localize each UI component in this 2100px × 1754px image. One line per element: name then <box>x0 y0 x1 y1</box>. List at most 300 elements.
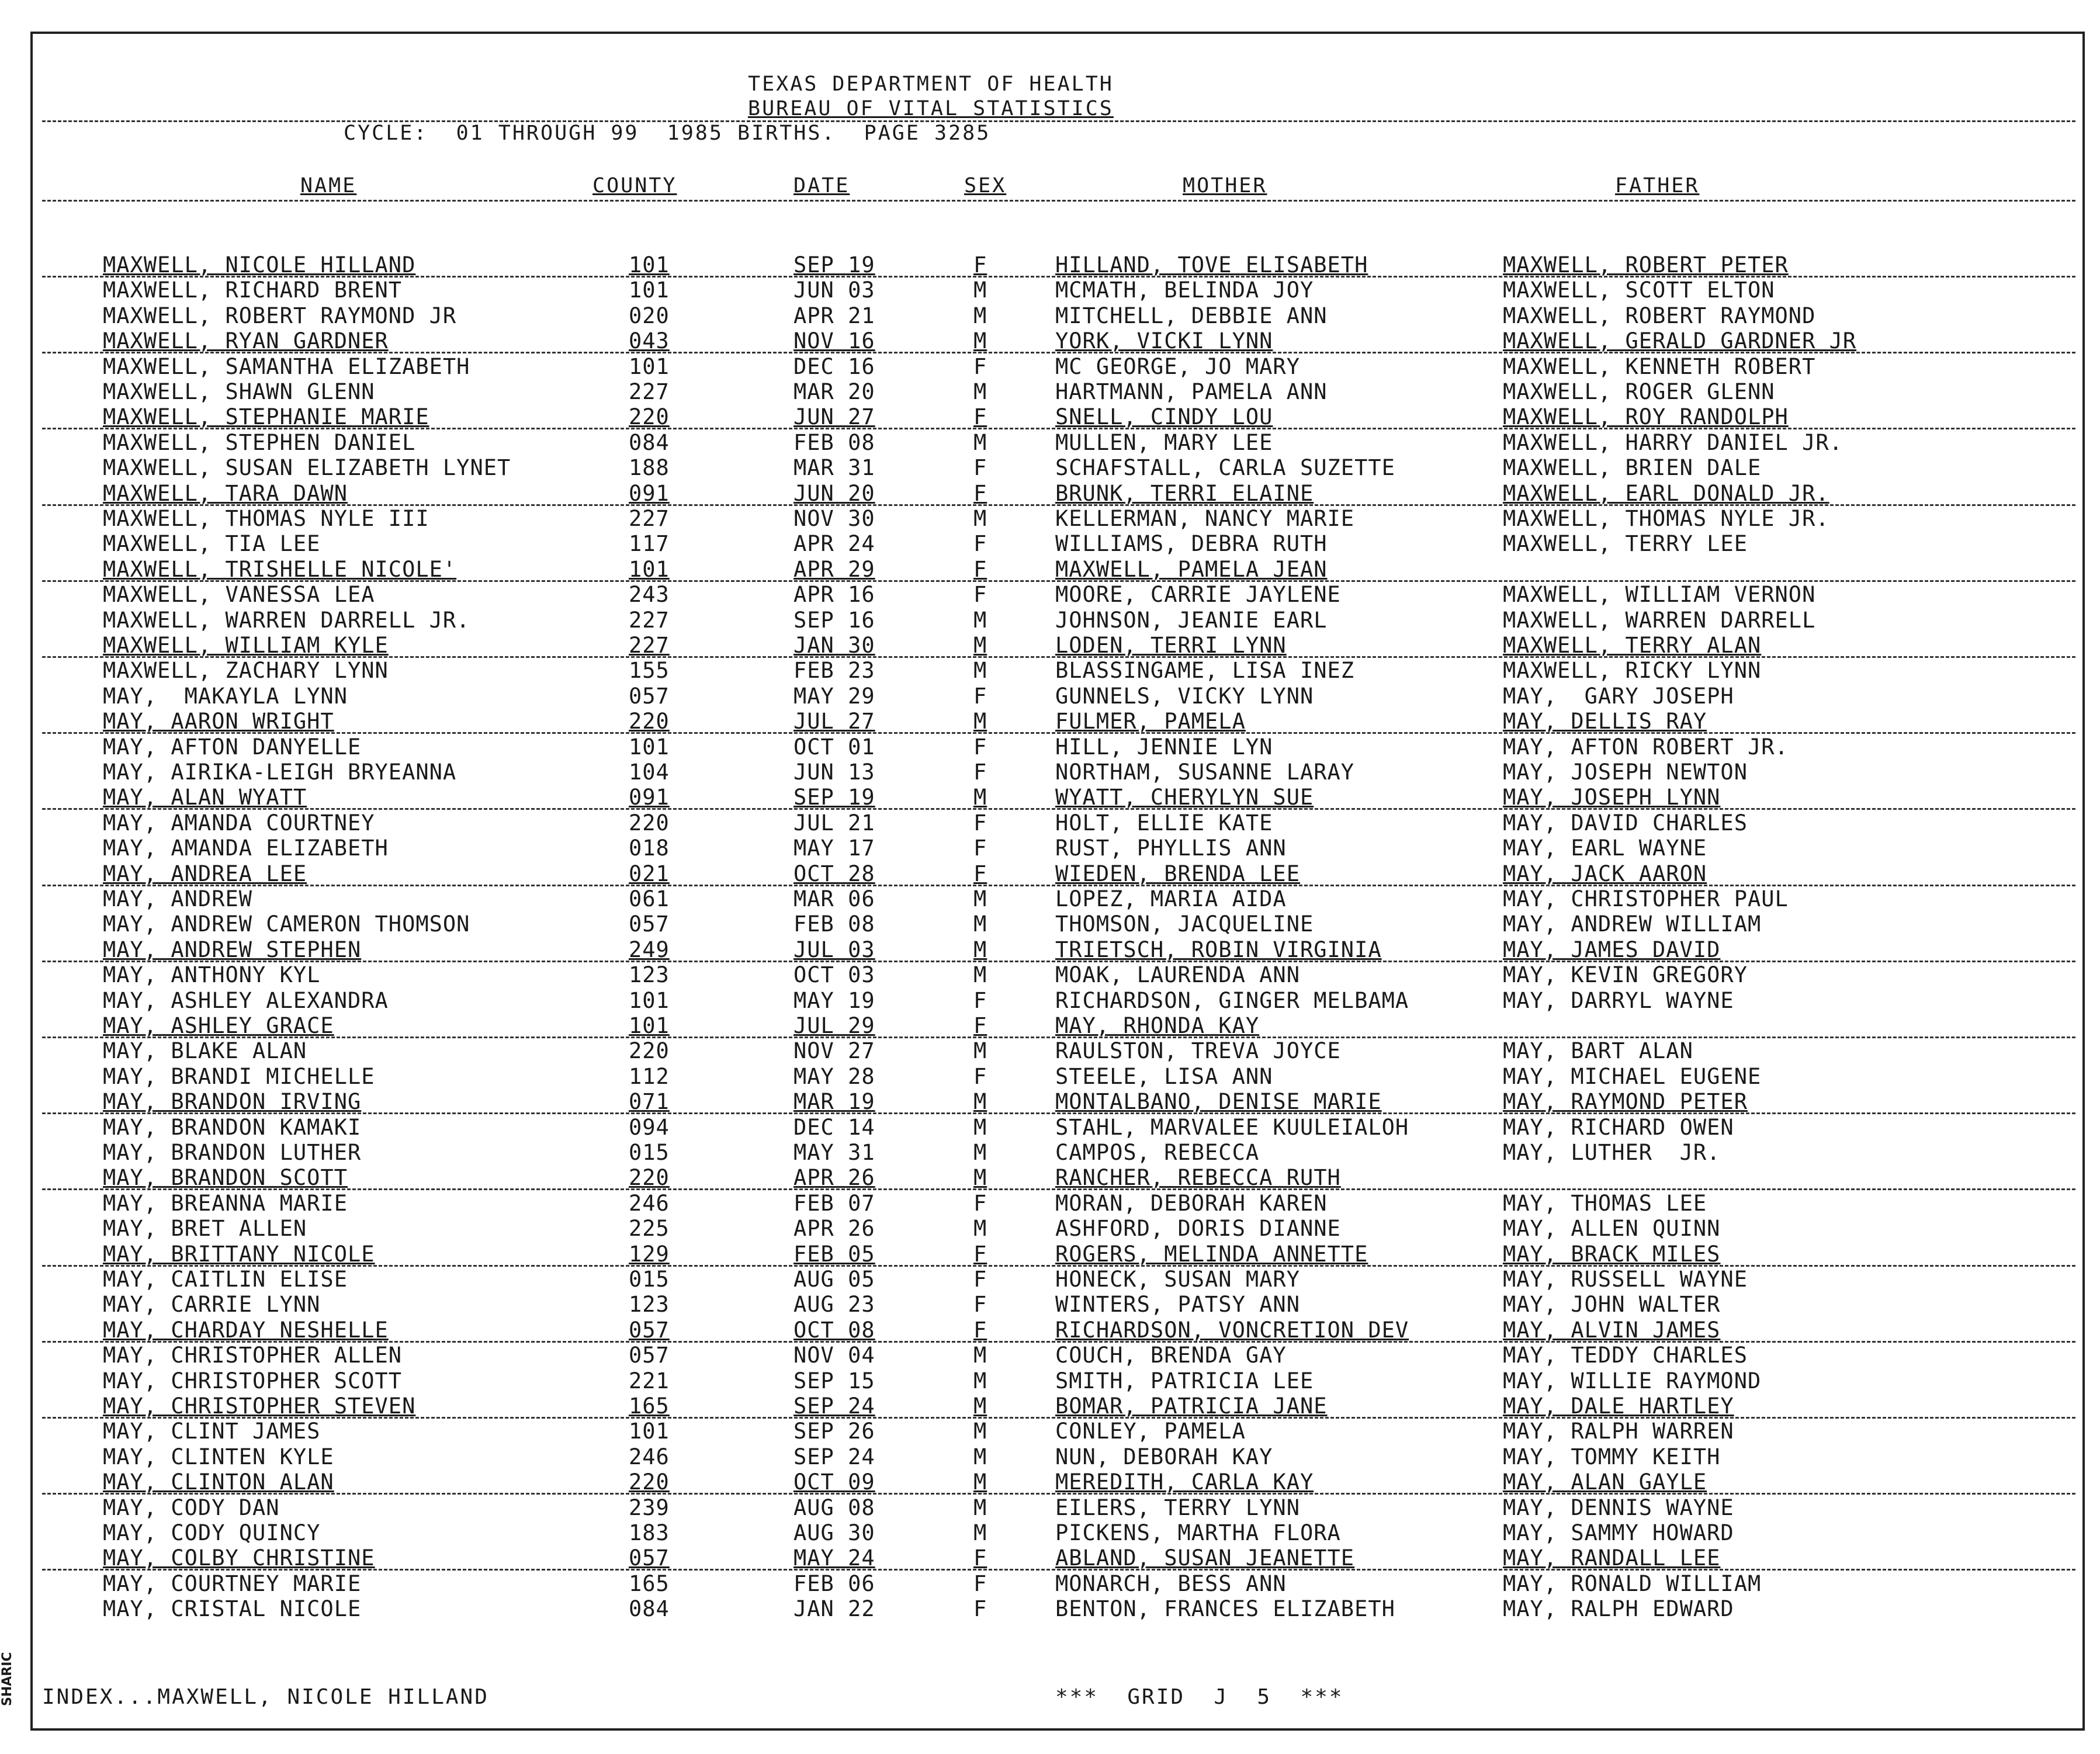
cell-name: MAY, BRANDI MICHELLE <box>103 1063 375 1089</box>
cell-mother: SNELL, CINDY LOU <box>1055 404 1273 430</box>
table-row <box>0 608 2100 633</box>
table-row <box>0 1064 2100 1089</box>
cell-date: APR 21 <box>793 303 875 328</box>
cell-county: 084 <box>629 1596 670 1622</box>
cell-mother: HARTMANN, PAMELA ANN <box>1055 379 1328 404</box>
cell-mother: MITCHELL, DEBBIE ANN <box>1055 303 1328 328</box>
cell-sex: F <box>973 1292 987 1318</box>
cell-sex: F <box>973 353 987 379</box>
cell-sex: F <box>973 683 987 709</box>
cell-father: MAY, THOMAS LEE <box>1503 1190 1707 1216</box>
cell-county: 225 <box>629 1216 670 1242</box>
cell-name: MAY, CODY DAN <box>103 1495 280 1520</box>
cell-county: 084 <box>629 429 670 455</box>
table-row <box>0 1571 2100 1596</box>
cell-father: MAY, JAMES DAVID <box>1503 937 1721 962</box>
cell-name: MAY, BRANDON KAMAKI <box>103 1114 362 1140</box>
table-row <box>0 582 2100 607</box>
table-row <box>0 1318 2100 1343</box>
table-row <box>0 810 2100 836</box>
cell-name: MAY, AMANDA COURTNEY <box>103 810 375 836</box>
table-row <box>0 404 2100 429</box>
cell-mother: MORAN, DEBORAH KAREN <box>1055 1190 1328 1216</box>
cell-father: MAXWELL, ROY RANDOLPH <box>1503 404 1789 430</box>
table-row <box>0 1343 2100 1368</box>
cell-sex: M <box>973 633 987 658</box>
cell-sex: M <box>973 278 987 303</box>
cell-sex: F <box>973 861 987 886</box>
cell-father: MAXWELL, RICKY LYNN <box>1503 658 1762 684</box>
cell-mother: EILERS, TERRY LYNN <box>1055 1495 1300 1520</box>
cell-date: SEP 19 <box>793 252 875 278</box>
index-footer: INDEX...MAXWELL, NICOLE HILLAND <box>42 1685 489 1709</box>
cell-name: MAY, CAITLIN ELISE <box>103 1267 348 1292</box>
cell-county: 091 <box>629 480 670 506</box>
cell-mother: YORK, VICKI LYNN <box>1055 328 1273 354</box>
table-row <box>0 1013 2100 1038</box>
cell-county: 183 <box>629 1520 670 1545</box>
cell-name: MAXWELL, SHAWN GLENN <box>103 379 375 404</box>
cell-county: 227 <box>629 506 670 531</box>
cell-mother: TRIETSCH, ROBIN VIRGINIA <box>1055 937 1382 962</box>
cell-county: 220 <box>629 1469 670 1495</box>
cell-name: MAY, CLINT JAMES <box>103 1419 321 1444</box>
cell-sex: F <box>973 1267 987 1292</box>
cell-name: MAY, CARRIE LYNN <box>103 1292 321 1318</box>
cell-mother: MCMATH, BELINDA JOY <box>1055 278 1314 303</box>
cell-father: MAXWELL, WILLIAM VERNON <box>1503 582 1816 608</box>
cell-sex: M <box>973 1114 987 1140</box>
cell-date: OCT 08 <box>793 1317 875 1343</box>
cell-date: APR 26 <box>793 1165 875 1191</box>
cell-date: JUL 27 <box>793 709 875 734</box>
cell-date: SEP 15 <box>793 1368 875 1394</box>
cell-name: MAXWELL, ZACHARY LYNN <box>103 658 389 684</box>
cell-father: MAY, LUTHER JR. <box>1503 1140 1721 1165</box>
cell-father: MAY, JOHN WALTER <box>1503 1292 1721 1318</box>
cell-name: MAXWELL, TARA DAWN <box>103 480 348 506</box>
cell-sex: M <box>973 911 987 937</box>
cell-sex: M <box>973 379 987 404</box>
cell-name: MAXWELL, SUSAN ELIZABETH LYNET <box>103 455 511 481</box>
cell-father: MAY, RALPH EDWARD <box>1503 1596 1734 1622</box>
table-row <box>0 1419 2100 1444</box>
cell-sex: F <box>973 582 987 608</box>
cell-date: SEP 19 <box>793 785 875 810</box>
cell-county: 021 <box>629 861 670 886</box>
cell-date: MAR 31 <box>793 455 875 481</box>
cell-mother: RAULSTON, TREVA JOYCE <box>1055 1038 1341 1064</box>
cell-father: MAXWELL, WARREN DARRELL <box>1503 607 1816 633</box>
table-row <box>0 1216 2100 1241</box>
cell-father: MAY, SAMMY HOWARD <box>1503 1520 1734 1545</box>
cell-sex: M <box>973 937 987 962</box>
cell-mother: LODEN, TERRI LYNN <box>1055 633 1287 658</box>
cell-sex: F <box>973 1571 987 1596</box>
cell-mother: MONTALBANO, DENISE MARIE <box>1055 1089 1382 1115</box>
cell-sex: M <box>973 607 987 633</box>
cell-date: MAY 24 <box>793 1545 875 1571</box>
cell-county: 071 <box>629 1089 670 1115</box>
cell-sex: M <box>973 1216 987 1242</box>
cell-name: MAY, CODY QUINCY <box>103 1520 321 1545</box>
cell-name: MAY, AFTON DANYELLE <box>103 734 362 760</box>
cell-father: MAY, JACK AARON <box>1503 861 1707 886</box>
cell-sex: M <box>973 1419 987 1444</box>
cell-county: 220 <box>629 709 670 734</box>
cell-sex: M <box>973 658 987 684</box>
cell-mother: BENTON, FRANCES ELIZABETH <box>1055 1596 1395 1622</box>
cell-mother: RICHARDSON, GINGER MELBAMA <box>1055 987 1409 1013</box>
cell-father: MAY, BRACK MILES <box>1503 1241 1721 1267</box>
table-row <box>0 328 2100 353</box>
cell-mother: MULLEN, MARY LEE <box>1055 429 1273 455</box>
cell-name: MAXWELL, WILLIAM KYLE <box>103 633 389 658</box>
cell-father: MAXWELL, HARRY DANIEL JR. <box>1503 429 1843 455</box>
cell-sex: M <box>973 303 987 328</box>
cell-father: MAXWELL, BRIEN DALE <box>1503 455 1762 481</box>
cell-name: MAY, CHRISTOPHER STEVEN <box>103 1394 416 1419</box>
cell-mother: HOLT, ELLIE KATE <box>1055 810 1273 836</box>
table-row <box>0 658 2100 683</box>
table-row <box>0 1469 2100 1495</box>
cell-sex: F <box>973 480 987 506</box>
cell-county: 015 <box>629 1267 670 1292</box>
cell-name: MAXWELL, THOMAS NYLE III <box>103 506 429 531</box>
cell-name: MAXWELL, VANESSA LEA <box>103 582 375 608</box>
cell-father: MAY, MICHAEL EUGENE <box>1503 1063 1762 1089</box>
cell-date: NOV 16 <box>793 328 875 354</box>
table-row <box>0 836 2100 861</box>
cell-date: APR 24 <box>793 531 875 557</box>
cell-mother: COUCH, BRENDA GAY <box>1055 1343 1287 1368</box>
cell-date: AUG 30 <box>793 1520 875 1545</box>
cell-mother: STEELE, LISA ANN <box>1055 1063 1273 1089</box>
cell-mother: MONARCH, BESS ANN <box>1055 1571 1287 1596</box>
cell-date: APR 26 <box>793 1216 875 1242</box>
cell-date: MAY 31 <box>793 1140 875 1165</box>
cell-sex: F <box>973 836 987 861</box>
table-row <box>0 1596 2100 1621</box>
column-header-date: DATE <box>793 174 850 197</box>
cell-father: MAY, TOMMY KEITH <box>1503 1444 1721 1469</box>
cell-sex: M <box>973 962 987 988</box>
cell-mother: FULMER, PAMELA <box>1055 709 1246 734</box>
cell-name: MAY, MAKAYLA LYNN <box>103 683 348 709</box>
table-row <box>0 1191 2100 1216</box>
cell-sex: F <box>973 734 987 760</box>
cell-county: 249 <box>629 937 670 962</box>
cell-county: 018 <box>629 836 670 861</box>
cell-name: MAXWELL, ROBERT RAYMOND JR <box>103 303 457 328</box>
cell-county: 188 <box>629 455 670 481</box>
cell-date: OCT 09 <box>793 1469 875 1495</box>
side-mark: SHARIC <box>0 1652 15 1706</box>
cell-date: SEP 16 <box>793 607 875 633</box>
cell-date: NOV 30 <box>793 506 875 531</box>
cell-father: MAY, RAYMOND PETER <box>1503 1089 1748 1115</box>
cell-mother: ROGERS, MELINDA ANNETTE <box>1055 1241 1368 1267</box>
table-row <box>0 1089 2100 1114</box>
cell-father: MAXWELL, ROGER GLENN <box>1503 379 1775 404</box>
cell-date: JUN 20 <box>793 480 875 506</box>
cell-county: 117 <box>629 531 670 557</box>
cell-county: 101 <box>629 987 670 1013</box>
cell-county: 091 <box>629 785 670 810</box>
cell-date: MAR 20 <box>793 379 875 404</box>
table-row <box>0 1520 2100 1545</box>
cell-father: MAY, RUSSELL WAYNE <box>1503 1267 1748 1292</box>
cell-county: 227 <box>629 379 670 404</box>
cell-father: MAY, RICHARD OWEN <box>1503 1114 1734 1140</box>
cell-county: 220 <box>629 810 670 836</box>
cell-father: MAXWELL, GERALD GARDNER JR <box>1503 328 1857 354</box>
cell-county: 101 <box>629 252 670 278</box>
table-row <box>0 962 2100 987</box>
cell-date: MAR 06 <box>793 886 875 911</box>
cell-name: MAY, CHRISTOPHER SCOTT <box>103 1368 403 1394</box>
cell-mother: HILL, JENNIE LYN <box>1055 734 1273 760</box>
cell-date: JUL 21 <box>793 810 875 836</box>
cell-date: FEB 08 <box>793 429 875 455</box>
cell-county: 015 <box>629 1140 670 1165</box>
cell-county: 057 <box>629 1343 670 1368</box>
table-row <box>0 760 2100 785</box>
cell-mother: STAHL, MARVALEE KUULEIALOH <box>1055 1114 1409 1140</box>
cell-mother: CAMPOS, REBECCA <box>1055 1140 1260 1165</box>
cell-county: 101 <box>629 353 670 379</box>
table-row <box>0 684 2100 709</box>
cell-name: MAY, CLINTEN KYLE <box>103 1444 334 1469</box>
cell-name: MAY, ASHLEY ALEXANDRA <box>103 987 389 1013</box>
cell-father: MAY, BART ALAN <box>1503 1038 1693 1064</box>
cell-mother: ASHFORD, DORIS DIANNE <box>1055 1216 1341 1242</box>
cell-name: MAXWELL, NICOLE HILLAND <box>103 252 416 278</box>
cell-name: MAY, ASHLEY GRACE <box>103 1013 334 1038</box>
cell-sex: M <box>973 1140 987 1165</box>
cell-mother: PICKENS, MARTHA FLORA <box>1055 1520 1341 1545</box>
table-row <box>0 1292 2100 1317</box>
cell-name: MAXWELL, RYAN GARDNER <box>103 328 389 354</box>
cell-father: MAY, EARL WAYNE <box>1503 836 1707 861</box>
cell-date: AUG 23 <box>793 1292 875 1318</box>
cell-date: APR 29 <box>793 556 875 582</box>
cell-date: SEP 24 <box>793 1394 875 1419</box>
column-header-father: FATHER <box>1615 174 1700 197</box>
cell-name: MAY, CHRISTOPHER ALLEN <box>103 1343 403 1368</box>
table-row <box>0 506 2100 531</box>
cell-county: 165 <box>629 1571 670 1596</box>
cell-mother: WYATT, CHERYLYN SUE <box>1055 785 1314 810</box>
cell-mother: BLASSINGAME, LISA INEZ <box>1055 658 1355 684</box>
cell-date: JUN 03 <box>793 278 875 303</box>
cell-date: FEB 05 <box>793 1241 875 1267</box>
cell-father: MAXWELL, KENNETH ROBERT <box>1503 353 1816 379</box>
cell-name: MAY, CRISTAL NICOLE <box>103 1596 362 1622</box>
cell-father: MAY, KEVIN GREGORY <box>1503 962 1748 988</box>
table-row <box>0 1267 2100 1292</box>
cell-mother: MAY, RHONDA KAY <box>1055 1013 1260 1038</box>
table-row <box>0 1495 2100 1520</box>
cell-sex: M <box>973 1469 987 1495</box>
cell-name: MAY, ANDREW CAMERON THOMSON <box>103 911 470 937</box>
cell-sex: M <box>973 1343 987 1368</box>
cell-date: FEB 23 <box>793 658 875 684</box>
cell-date: DEC 14 <box>793 1114 875 1140</box>
cell-sex: M <box>973 1038 987 1064</box>
cell-father: MAY, CHRISTOPHER PAUL <box>1503 886 1789 911</box>
cell-mother: NORTHAM, SUSANNE LARAY <box>1055 760 1355 785</box>
cell-father: MAY, TEDDY CHARLES <box>1503 1343 1748 1368</box>
cell-date: OCT 03 <box>793 962 875 988</box>
cell-father: MAY, RONALD WILLIAM <box>1503 1571 1762 1596</box>
cycle-line: CYCLE: 01 THROUGH 99 1985 BIRTHS. PAGE 3285 <box>344 122 991 145</box>
table-row <box>0 633 2100 658</box>
cell-father: MAY, ALVIN JAMES <box>1503 1317 1721 1343</box>
table-row <box>0 988 2100 1013</box>
cell-name: MAY, ANDREW STEPHEN <box>103 937 362 962</box>
cell-sex: M <box>973 506 987 531</box>
cell-mother: HONECK, SUSAN MARY <box>1055 1267 1300 1292</box>
cell-name: MAY, ANTHONY KYL <box>103 962 321 988</box>
cell-county: 101 <box>629 1013 670 1038</box>
cell-name: MAY, BLAKE ALAN <box>103 1038 307 1064</box>
cell-county: 112 <box>629 1063 670 1089</box>
cell-date: AUG 08 <box>793 1495 875 1520</box>
cell-mother: MEREDITH, CARLA KAY <box>1055 1469 1314 1495</box>
cell-father: MAY, WILLIE RAYMOND <box>1503 1368 1762 1394</box>
cell-father: MAY, DARRYL WAYNE <box>1503 987 1734 1013</box>
cell-sex: F <box>973 1013 987 1038</box>
cell-mother: SMITH, PATRICIA LEE <box>1055 1368 1314 1394</box>
cell-county: 239 <box>629 1495 670 1520</box>
cell-mother: WIEDEN, BRENDA LEE <box>1055 861 1300 886</box>
cell-date: OCT 01 <box>793 734 875 760</box>
cell-date: FEB 07 <box>793 1190 875 1216</box>
cell-county: 123 <box>629 1292 670 1318</box>
cell-county: 057 <box>629 911 670 937</box>
cell-county: 057 <box>629 1317 670 1343</box>
cell-mother: CONLEY, PAMELA <box>1055 1419 1246 1444</box>
table-row <box>0 481 2100 506</box>
cell-sex: F <box>973 1063 987 1089</box>
table-row <box>0 379 2100 404</box>
cell-sex: F <box>973 760 987 785</box>
table-row <box>0 709 2100 734</box>
cell-county: 227 <box>629 633 670 658</box>
cell-father: MAY, JOSEPH NEWTON <box>1503 760 1748 785</box>
cell-county: 043 <box>629 328 670 354</box>
cell-mother: KELLERMAN, NANCY MARIE <box>1055 506 1355 531</box>
table-row <box>0 785 2100 810</box>
table-row <box>0 252 2100 278</box>
cell-name: MAY, CLINTON ALAN <box>103 1469 334 1495</box>
cell-county: 220 <box>629 1038 670 1064</box>
cell-date: MAY 28 <box>793 1063 875 1089</box>
cell-sex: F <box>973 455 987 481</box>
cell-mother: THOMSON, JACQUELINE <box>1055 911 1314 937</box>
cell-father: MAY, DAVID CHARLES <box>1503 810 1748 836</box>
cell-father: MAXWELL, EARL DONALD JR. <box>1503 480 1829 506</box>
cell-name: MAY, CHARDAY NESHELLE <box>103 1317 389 1343</box>
cell-name: MAXWELL, TRISHELLE NICOLE' <box>103 556 457 582</box>
cell-sex: M <box>973 429 987 455</box>
cell-sex: F <box>973 987 987 1013</box>
cell-father: MAY, AFTON ROBERT JR. <box>1503 734 1789 760</box>
cell-county: 057 <box>629 1545 670 1571</box>
cell-county: 246 <box>629 1190 670 1216</box>
cell-mother: MOAK, LAURENDA ANN <box>1055 962 1300 988</box>
cell-mother: BOMAR, PATRICIA JANE <box>1055 1394 1328 1419</box>
cell-father: MAY, RANDALL LEE <box>1503 1545 1721 1571</box>
table-row <box>0 734 2100 760</box>
cell-county: 101 <box>629 278 670 303</box>
grid-footer: *** GRID J 5 *** <box>1055 1685 1344 1709</box>
column-header-sex: SEX <box>964 174 1007 197</box>
cell-sex: F <box>973 1190 987 1216</box>
table-row <box>0 354 2100 379</box>
table-row <box>0 455 2100 480</box>
cell-date: JUL 03 <box>793 937 875 962</box>
cell-date: MAR 19 <box>793 1089 875 1115</box>
cell-county: 123 <box>629 962 670 988</box>
table-row <box>0 1140 2100 1165</box>
cell-sex: M <box>973 1444 987 1469</box>
cell-county: 220 <box>629 404 670 430</box>
cell-county: 246 <box>629 1444 670 1469</box>
cell-county: 243 <box>629 582 670 608</box>
cell-mother: WILLIAMS, DEBRA RUTH <box>1055 531 1328 557</box>
cell-date: FEB 08 <box>793 911 875 937</box>
column-header-county: COUNTY <box>592 174 677 197</box>
cell-name: MAXWELL, SAMANTHA ELIZABETH <box>103 353 470 379</box>
cell-name: MAXWELL, STEPHEN DANIEL <box>103 429 416 455</box>
cell-father: MAXWELL, ROBERT RAYMOND <box>1503 303 1816 328</box>
cell-date: OCT 28 <box>793 861 875 886</box>
table-row <box>0 1444 2100 1469</box>
cell-sex: F <box>973 404 987 430</box>
cell-county: 227 <box>629 607 670 633</box>
cell-father: MAY, DALE HARTLEY <box>1503 1394 1734 1419</box>
cell-sex: M <box>973 785 987 810</box>
cell-father: MAXWELL, SCOTT ELTON <box>1503 278 1775 303</box>
table-row <box>0 1038 2100 1063</box>
cell-date: JAN 30 <box>793 633 875 658</box>
cell-name: MAY, AARON WRIGHT <box>103 709 334 734</box>
table-row <box>0 430 2100 455</box>
cell-name: MAY, BRITTANY NICOLE <box>103 1241 375 1267</box>
cell-date: NOV 04 <box>793 1343 875 1368</box>
table-row <box>0 861 2100 886</box>
cell-county: 129 <box>629 1241 670 1267</box>
cell-father: MAY, RALPH WARREN <box>1503 1419 1734 1444</box>
cell-name: MAXWELL, RICHARD BRENT <box>103 278 403 303</box>
cell-father: MAY, ALAN GAYLE <box>1503 1469 1707 1495</box>
table-row <box>0 911 2100 937</box>
cell-sex: F <box>973 531 987 557</box>
cell-name: MAY, BRANDON IRVING <box>103 1089 362 1115</box>
column-header-divider <box>42 200 2075 202</box>
cell-sex: F <box>973 810 987 836</box>
cell-date: AUG 05 <box>793 1267 875 1292</box>
cell-sex: M <box>973 1165 987 1191</box>
cell-county: 057 <box>629 683 670 709</box>
cell-father: MAY, DELLIS RAY <box>1503 709 1707 734</box>
cell-name: MAY, ANDREW <box>103 886 253 911</box>
cell-sex: M <box>973 1520 987 1545</box>
column-header-name: NAME <box>300 174 357 197</box>
cell-date: MAY 29 <box>793 683 875 709</box>
